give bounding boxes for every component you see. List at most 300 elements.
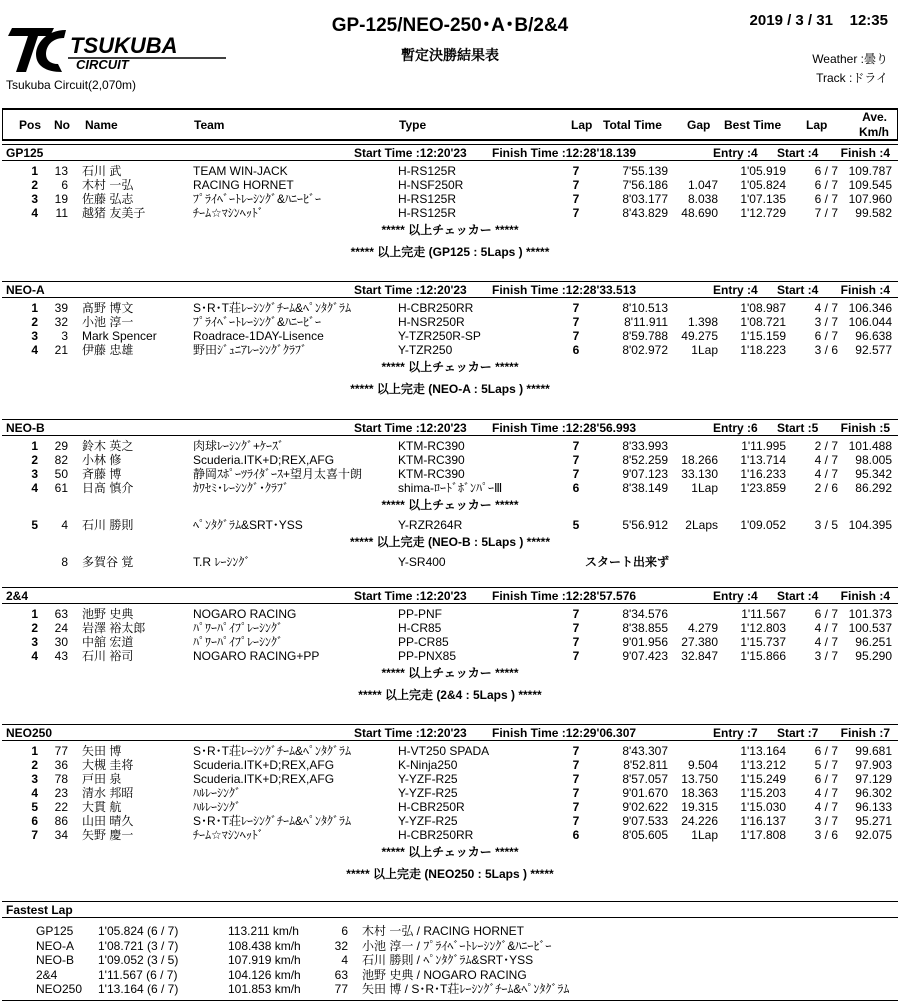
row-name: 斉藤 博 bbox=[82, 467, 122, 481]
table-row bbox=[0, 607, 900, 621]
row-pos: 1 bbox=[31, 744, 38, 758]
row-lap: 5 bbox=[572, 518, 580, 532]
row-lap: 7 bbox=[572, 439, 580, 453]
row-ave-speed: 96.251 bbox=[855, 635, 892, 649]
col-pos: Pos bbox=[19, 118, 42, 132]
fastest-time: 1'09.052 (3 / 5) bbox=[98, 953, 179, 967]
row-lap: 6 bbox=[572, 481, 580, 495]
start-count: Start :7 bbox=[777, 726, 819, 740]
row-name: 清水 邦昭 bbox=[82, 786, 134, 800]
row-gap: 1Lap bbox=[691, 828, 718, 842]
row-pos: 4 bbox=[31, 343, 38, 357]
row-gap: 1.398 bbox=[687, 315, 718, 329]
row-lap: 7 bbox=[572, 649, 580, 663]
row-team: 肉球ﾚｰｼﾝｸﾞ+ｹｰｽﾞ bbox=[193, 439, 285, 453]
start-count: Start :4 bbox=[777, 146, 819, 160]
table-row bbox=[0, 467, 900, 481]
row-best-time: 1'15.866 bbox=[740, 649, 786, 663]
row-ave-speed: 96.302 bbox=[855, 786, 892, 800]
col-ave: Ave. bbox=[862, 110, 887, 124]
fastest-class: NEO-B bbox=[36, 953, 75, 967]
row-pos: 3 bbox=[31, 192, 38, 206]
row-name: 多賀谷 覚 bbox=[82, 555, 134, 569]
row-type: PP-CR85 bbox=[398, 635, 449, 649]
row-pos: 5 bbox=[31, 518, 38, 532]
fastest-no: 63 bbox=[334, 967, 348, 982]
checker-note: ***** 以上チェッカー ***** bbox=[381, 666, 519, 680]
table-row-dns bbox=[0, 555, 900, 569]
row-type: Y-YZF-R25 bbox=[398, 786, 458, 800]
row-best-lap: 6 / 7 bbox=[814, 164, 838, 178]
row-lap: 7 bbox=[572, 301, 580, 315]
row-type: H-CBR250R bbox=[398, 800, 465, 814]
row-gap: 9.504 bbox=[687, 758, 718, 772]
finish-time: Finish Time :12:28'33.513 bbox=[492, 283, 637, 297]
row-gap: 4.279 bbox=[687, 621, 718, 635]
row-ave-speed: 99.681 bbox=[855, 744, 892, 758]
section-class: GP125 bbox=[6, 146, 44, 160]
finish-count: Finish :5 bbox=[840, 421, 890, 435]
race-section bbox=[0, 281, 900, 411]
checker-note: ***** 以上チェッカー ***** bbox=[381, 360, 519, 374]
row-type: H-VT250 SPADA bbox=[398, 744, 490, 758]
fastest-no: 32 bbox=[334, 938, 348, 953]
row-gap: 33.130 bbox=[681, 467, 718, 481]
row-pos: 2 bbox=[31, 758, 38, 772]
row-best-lap: 3 / 7 bbox=[814, 814, 838, 828]
row-ave-speed: 92.075 bbox=[855, 828, 892, 842]
row-best-lap: 6 / 7 bbox=[814, 329, 838, 343]
row-team: ﾁｰﾑ☆ﾏｼﾝﾍｯﾄﾞ bbox=[193, 828, 264, 842]
finish-count: Finish :4 bbox=[840, 146, 890, 160]
row-ave-speed: 96.638 bbox=[855, 329, 892, 343]
row-total-time: 7'55.139 bbox=[622, 164, 668, 178]
row-total-time: 8'52.811 bbox=[623, 758, 668, 772]
row-note: スタート出来ず bbox=[585, 555, 670, 569]
fastest-lap-header bbox=[2, 901, 898, 918]
row-gap: 49.275 bbox=[681, 329, 718, 343]
row-ave-speed: 95.342 bbox=[855, 467, 892, 481]
row-best-lap: 3 / 6 bbox=[814, 828, 838, 842]
row-lap: 7 bbox=[572, 621, 580, 635]
table-row bbox=[0, 301, 900, 315]
row-name: 石川 勝則 bbox=[82, 518, 134, 532]
row-best-time: 1'13.714 bbox=[740, 453, 786, 467]
fastest-speed: 107.919 km/h bbox=[228, 953, 301, 967]
table-row bbox=[0, 828, 900, 842]
row-type: Y-TZR250 bbox=[398, 343, 453, 357]
start-count: Start :4 bbox=[777, 283, 819, 297]
section-header bbox=[2, 587, 898, 604]
row-name: 小林 修 bbox=[82, 453, 122, 467]
row-name: 石川 武 bbox=[82, 164, 122, 178]
col-name: Name bbox=[85, 118, 118, 132]
section-class: NEO-B bbox=[6, 421, 45, 435]
row-pos: 1 bbox=[31, 607, 38, 621]
fastest-rider: 木村 一弘 / RACING HORNET bbox=[362, 924, 525, 938]
row-no: 77 bbox=[54, 744, 68, 758]
row-best-time: 1'08.987 bbox=[740, 301, 786, 315]
table-row bbox=[0, 758, 900, 772]
row-type: H-CBR250RR bbox=[398, 828, 474, 842]
row-pos: 3 bbox=[31, 329, 38, 343]
row-no: 6 bbox=[61, 178, 68, 192]
row-team: ﾊﾟﾜｰﾊﾟｲﾌﾟﾚｰｼﾝｸﾞ bbox=[193, 635, 284, 649]
row-ave-speed: 96.133 bbox=[855, 800, 892, 814]
fastest-no: 4 bbox=[341, 953, 348, 967]
page-header bbox=[0, 0, 900, 110]
section-class: NEO250 bbox=[6, 726, 53, 740]
row-best-lap: 4 / 7 bbox=[814, 301, 838, 315]
row-pos: 2 bbox=[31, 315, 38, 329]
fastest-row bbox=[0, 939, 900, 953]
table-row bbox=[0, 621, 900, 635]
row-best-lap: 4 / 7 bbox=[814, 467, 838, 481]
row-best-time: 1'17.808 bbox=[740, 828, 786, 842]
row-no: 50 bbox=[54, 467, 68, 481]
table-row bbox=[0, 772, 900, 786]
row-pos: 1 bbox=[31, 301, 38, 315]
row-no: 22 bbox=[54, 800, 68, 814]
row-best-lap: 7 / 7 bbox=[814, 206, 838, 220]
start-time: Start Time :12:20'23 bbox=[354, 421, 467, 435]
row-best-lap: 2 / 7 bbox=[814, 439, 838, 453]
row-name: 大貫 航 bbox=[82, 800, 122, 814]
row-team: S･R･T荘ﾚｰｼﾝｸﾞﾁｰﾑ&ﾍﾟﾝﾀｸﾞﾗﾑ bbox=[193, 301, 352, 315]
column-header bbox=[2, 108, 898, 141]
row-total-time: 9'07.533 bbox=[622, 814, 668, 828]
row-total-time: 9'07.423 bbox=[622, 649, 668, 663]
row-no: 21 bbox=[54, 343, 68, 357]
fastest-lap-title: Fastest Lap bbox=[6, 903, 73, 917]
row-no: 86 bbox=[54, 814, 68, 828]
row-no: 78 bbox=[54, 772, 68, 786]
row-best-lap: 4 / 7 bbox=[814, 621, 838, 635]
row-no: 39 bbox=[54, 301, 68, 315]
row-gap: 1.047 bbox=[687, 178, 718, 192]
fastest-row bbox=[0, 968, 900, 982]
row-lap: 7 bbox=[572, 786, 580, 800]
row-name: Mark Spencer bbox=[82, 329, 157, 343]
fastest-no: 6 bbox=[341, 924, 348, 938]
row-no: 11 bbox=[55, 206, 68, 220]
table-row bbox=[0, 164, 900, 178]
row-team: ﾌﾟﾗｲﾍﾞｰﾄﾚｰｼﾝｸﾞ&ﾊﾆｰﾋﾞｰ bbox=[193, 315, 322, 329]
row-name: 伊藤 忠雄 bbox=[82, 343, 134, 357]
row-type: H-CR85 bbox=[398, 621, 442, 635]
row-name: 山田 晴久 bbox=[82, 814, 134, 828]
row-name: 矢田 博 bbox=[82, 744, 122, 758]
row-best-lap: 4 / 7 bbox=[814, 800, 838, 814]
row-pos: 2 bbox=[31, 621, 38, 635]
row-total-time: 8'11.911 bbox=[624, 315, 668, 329]
row-name: 佐藤 弘志 bbox=[82, 192, 134, 206]
col-kmh: Km/h bbox=[859, 125, 889, 139]
row-type: KTM-RC390 bbox=[398, 439, 465, 453]
row-lap: 7 bbox=[572, 329, 580, 343]
complete-note: ***** 以上完走 (NEO-A : 5Laps ) ***** bbox=[350, 382, 550, 396]
finish-count: Finish :4 bbox=[840, 589, 890, 603]
row-best-time: 1'13.164 bbox=[740, 744, 786, 758]
row-best-lap: 3 / 5 bbox=[814, 518, 838, 532]
table-row bbox=[0, 315, 900, 329]
row-best-time: 1'07.135 bbox=[740, 192, 786, 206]
row-total-time: 8'52.259 bbox=[622, 453, 668, 467]
row-name: 池野 史典 bbox=[82, 607, 134, 621]
row-pos: 2 bbox=[31, 178, 38, 192]
complete-note: ***** 以上完走 (2&4 : 5Laps ) ***** bbox=[358, 688, 542, 702]
row-team: ｶﾜｾﾐ･ﾚｰｼﾝｸﾞ･ｸﾗﾌﾞ bbox=[193, 481, 290, 495]
row-lap: 7 bbox=[572, 164, 580, 178]
page-subtitle: 暫定決勝結果表 bbox=[401, 47, 499, 63]
row-total-time: 8'03.177 bbox=[622, 192, 668, 206]
row-best-time: 1'11.995 bbox=[741, 439, 786, 453]
svg-text:CIRCUIT: CIRCUIT bbox=[76, 57, 129, 72]
row-best-lap: 3 / 7 bbox=[814, 315, 838, 329]
table-row bbox=[0, 518, 900, 532]
row-lap: 7 bbox=[572, 772, 580, 786]
row-team: NOGARO RACING+PP bbox=[193, 649, 320, 663]
row-pos: 2 bbox=[31, 453, 38, 467]
table-row bbox=[0, 635, 900, 649]
row-type: H-CBR250RR bbox=[398, 301, 474, 315]
table-row bbox=[0, 800, 900, 814]
row-pos: 4 bbox=[31, 206, 38, 220]
row-no: 82 bbox=[54, 453, 68, 467]
row-name: 越猪 友美子 bbox=[82, 206, 146, 220]
row-team: Scuderia.ITK+D;REX,AFG bbox=[193, 758, 335, 772]
row-no: 61 bbox=[54, 481, 68, 495]
row-ave-speed: 106.346 bbox=[848, 301, 892, 315]
col-gap: Gap bbox=[687, 118, 711, 132]
row-best-time: 1'05.919 bbox=[740, 164, 786, 178]
row-gap: 18.363 bbox=[681, 786, 718, 800]
start-count: Start :5 bbox=[777, 421, 819, 435]
row-name: 戸田 泉 bbox=[82, 772, 122, 786]
row-ave-speed: 101.373 bbox=[848, 607, 892, 621]
row-no: 24 bbox=[54, 621, 68, 635]
row-team: ﾁｰﾑ☆ﾏｼﾝﾍｯﾄﾞ bbox=[193, 206, 264, 220]
row-team: NOGARO RACING bbox=[193, 607, 297, 621]
row-best-lap: 4 / 7 bbox=[814, 635, 838, 649]
row-total-time: 8'33.993 bbox=[622, 439, 668, 453]
row-best-lap: 6 / 7 bbox=[814, 772, 838, 786]
row-no: 19 bbox=[54, 192, 68, 206]
row-best-time: 1'23.859 bbox=[740, 481, 786, 495]
col-total-time: Total Time bbox=[603, 118, 662, 132]
row-total-time: 8'59.788 bbox=[622, 329, 668, 343]
row-team: 野田ｼﾞｭﾆｱﾚｰｼﾝｸﾞｸﾗﾌﾞ bbox=[193, 343, 308, 357]
row-total-time: 8'34.576 bbox=[622, 607, 668, 621]
row-best-time: 1'18.223 bbox=[740, 343, 786, 357]
fastest-rider: 矢田 博 / S･R･T荘ﾚｰｼﾝｸﾞﾁｰﾑ&ﾍﾟﾝﾀｸﾞﾗﾑ bbox=[362, 982, 570, 996]
row-ave-speed: 100.537 bbox=[848, 621, 892, 635]
row-name: 矢野 慶一 bbox=[82, 828, 134, 842]
checker-note: ***** 以上チェッカー ***** bbox=[381, 845, 519, 859]
row-pos: 7 bbox=[31, 828, 38, 842]
col-team: Team bbox=[194, 118, 225, 132]
checker-note: ***** 以上チェッカー ***** bbox=[381, 223, 519, 237]
section-header bbox=[2, 724, 898, 741]
fastest-time: 1'11.567 (6 / 7) bbox=[98, 967, 178, 982]
col-no: No bbox=[54, 118, 70, 132]
table-row bbox=[0, 814, 900, 828]
fastest-row bbox=[0, 924, 900, 938]
row-lap: 7 bbox=[572, 800, 580, 814]
row-no: 32 bbox=[54, 315, 68, 329]
row-ave-speed: 104.395 bbox=[848, 518, 892, 532]
row-ave-speed: 107.960 bbox=[848, 192, 892, 206]
row-lap: 7 bbox=[572, 744, 580, 758]
row-pos: 4 bbox=[31, 481, 38, 495]
row-no: 34 bbox=[54, 828, 68, 842]
row-total-time: 9'01.670 bbox=[622, 786, 668, 800]
row-no: 36 bbox=[54, 758, 68, 772]
row-team: Roadrace-1DAY-Lisence bbox=[193, 329, 324, 343]
row-no: 13 bbox=[54, 164, 68, 178]
row-best-time: 1'16.233 bbox=[740, 467, 786, 481]
row-gap: 18.266 bbox=[681, 453, 718, 467]
row-total-time: 9'07.123 bbox=[622, 467, 668, 481]
row-type: PP-PNF bbox=[398, 607, 443, 621]
row-total-time: 8'05.605 bbox=[622, 828, 668, 842]
row-lap: 6 bbox=[572, 343, 580, 357]
fastest-time: 1'05.824 (6 / 7) bbox=[98, 924, 179, 938]
row-lap: 7 bbox=[572, 635, 580, 649]
row-gap: 8.038 bbox=[687, 192, 718, 206]
table-row bbox=[0, 649, 900, 663]
row-gap: 24.226 bbox=[681, 814, 718, 828]
row-best-time: 1'12.729 bbox=[740, 206, 786, 220]
row-no: 3 bbox=[61, 329, 68, 343]
row-type: H-NSF250R bbox=[398, 178, 464, 192]
row-gap: 2Laps bbox=[685, 518, 718, 532]
row-best-time: 1'15.737 bbox=[740, 635, 786, 649]
row-team: ﾊﾙﾚｰｼﾝｸﾞ bbox=[193, 800, 242, 814]
row-best-lap: 4 / 7 bbox=[814, 453, 838, 467]
row-lap: 6 bbox=[572, 828, 580, 842]
fastest-rider: 小池 淳一 / ﾌﾟﾗｲﾍﾞｰﾄﾚｰｼﾝｸﾞ&ﾊﾆｰﾋﾞｰ bbox=[362, 938, 552, 953]
entry-count: Entry :7 bbox=[713, 726, 758, 740]
fastest-no: 77 bbox=[334, 982, 348, 996]
row-type: H-RS125R bbox=[398, 164, 457, 178]
row-no: 30 bbox=[54, 635, 68, 649]
table-row bbox=[0, 786, 900, 800]
row-name: 鈴木 英之 bbox=[82, 439, 134, 453]
finish-time: Finish Time :12:28'57.576 bbox=[492, 589, 637, 603]
row-team: T.R ﾚｰｼﾝｸﾞ bbox=[193, 555, 251, 569]
row-best-time: 1'16.137 bbox=[740, 814, 786, 828]
section-header bbox=[2, 144, 898, 161]
start-time: Start Time :12:20'23 bbox=[354, 726, 467, 740]
row-pos: 1 bbox=[31, 439, 38, 453]
table-row bbox=[0, 192, 900, 206]
row-total-time: 8'43.829 bbox=[622, 206, 668, 220]
row-lap: 7 bbox=[572, 178, 580, 192]
row-best-lap: 6 / 7 bbox=[814, 192, 838, 206]
row-team: Scuderia.ITK+D;REX,AFG bbox=[193, 772, 335, 786]
row-best-time: 1'05.824 bbox=[740, 178, 786, 192]
fastest-speed: 104.126 km/h bbox=[228, 967, 301, 982]
finish-time: Finish Time :12:28'56.993 bbox=[492, 421, 637, 435]
row-total-time: 8'38.855 bbox=[622, 621, 668, 635]
row-name: 大槻 圭将 bbox=[82, 758, 134, 772]
row-gap: 48.690 bbox=[681, 206, 718, 220]
row-gap: 13.750 bbox=[681, 772, 718, 786]
row-team: ﾊﾟﾜｰﾊﾟｲﾌﾟﾚｰｼﾝｸﾞ bbox=[193, 621, 284, 635]
col-type: Type bbox=[399, 118, 427, 132]
row-lap: 7 bbox=[572, 758, 580, 772]
track-condition: Track :ドライ bbox=[816, 71, 888, 85]
row-total-time: 7'56.186 bbox=[622, 178, 668, 192]
date: 2019 / 3 / 31 bbox=[749, 12, 833, 29]
row-ave-speed: 101.488 bbox=[848, 439, 892, 453]
row-best-time: 1'15.159 bbox=[740, 329, 786, 343]
row-best-lap: 2 / 6 bbox=[814, 481, 838, 495]
start-count: Start :4 bbox=[777, 589, 819, 603]
time: 12:35 bbox=[849, 12, 888, 29]
row-ave-speed: 95.290 bbox=[855, 649, 892, 663]
row-total-time: 8'57.057 bbox=[622, 772, 668, 786]
row-gap: 1Lap bbox=[691, 343, 718, 357]
complete-note: ***** 以上完走 (NEO-B : 5Laps ) ***** bbox=[349, 535, 551, 549]
fastest-speed: 113.211 km/h bbox=[228, 924, 299, 938]
row-lap: 7 bbox=[572, 467, 580, 481]
row-lap: 7 bbox=[572, 192, 580, 206]
row-lap: 7 bbox=[572, 814, 580, 828]
row-type: Y-YZF-R25 bbox=[398, 772, 458, 786]
row-best-time: 1'13.212 bbox=[740, 758, 786, 772]
fastest-speed: 101.853 km/h bbox=[228, 982, 301, 996]
row-best-lap: 6 / 7 bbox=[814, 607, 838, 621]
row-name: 日髙 慎介 bbox=[82, 481, 134, 495]
row-lap: 7 bbox=[572, 607, 580, 621]
table-row bbox=[0, 744, 900, 758]
section-header bbox=[2, 281, 898, 298]
table-row bbox=[0, 343, 900, 357]
finish-time: Finish Time :12:28'18.139 bbox=[492, 146, 637, 160]
row-type: shima-ﾛｰﾄﾞﾎﾞﾝﾊﾟｰⅢ bbox=[398, 481, 503, 495]
row-lap: 7 bbox=[572, 206, 580, 220]
row-type: PP-PNX85 bbox=[398, 649, 457, 663]
row-type: Y-RZR264R bbox=[398, 518, 463, 532]
table-row bbox=[0, 453, 900, 467]
race-section bbox=[0, 724, 900, 881]
row-lap: 7 bbox=[572, 453, 580, 467]
col-best-lap: Lap bbox=[806, 118, 828, 132]
table-row bbox=[0, 178, 900, 192]
row-best-time: 1'09.052 bbox=[740, 518, 786, 532]
row-ave-speed: 97.903 bbox=[855, 758, 892, 772]
row-name: 髙野 博文 bbox=[82, 301, 134, 315]
row-best-time: 1'15.203 bbox=[740, 786, 786, 800]
row-total-time: 9'02.622 bbox=[622, 800, 668, 814]
row-team: ﾊﾙﾚｰｼﾝｸﾞ bbox=[193, 786, 242, 800]
row-ave-speed: 97.129 bbox=[855, 772, 892, 786]
row-no: 4 bbox=[61, 518, 68, 532]
row-name: 中舘 宏道 bbox=[82, 635, 134, 649]
circuit-name: Tsukuba Circuit(2,070m) bbox=[6, 78, 137, 92]
race-section bbox=[0, 587, 900, 717]
section-class: NEO-A bbox=[6, 283, 45, 297]
row-no: 43 bbox=[54, 649, 68, 663]
row-type: Y-TZR250R-SP bbox=[398, 329, 481, 343]
row-ave-speed: 109.545 bbox=[848, 178, 892, 192]
complete-note: ***** 以上完走 (NEO250 : 5Laps ) ***** bbox=[346, 867, 554, 881]
row-pos: 4 bbox=[31, 786, 38, 800]
row-best-lap: 6 / 7 bbox=[814, 178, 838, 192]
row-total-time: 9'01.956 bbox=[622, 635, 668, 649]
